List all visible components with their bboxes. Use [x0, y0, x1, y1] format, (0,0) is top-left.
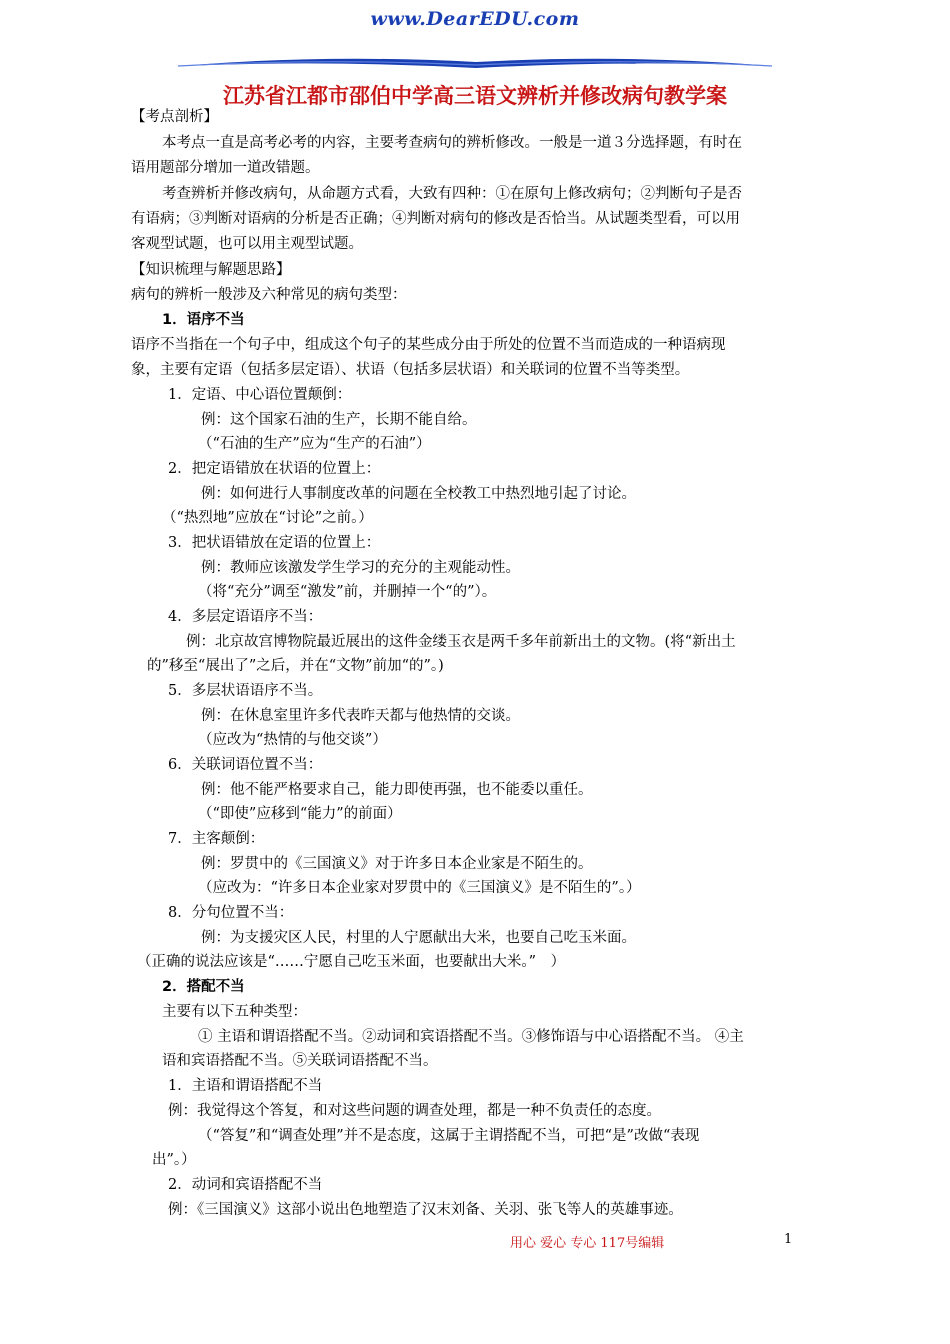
paragraph-line: 语序不当指在一个句子中，组成这个句子的某些成分由于所处的位置不当而造成的一种语病现 [131, 337, 726, 353]
list-item: 2．把定语错放在状语的位置上： [168, 461, 381, 477]
example-line: 的”移至“展出了”之后，并在“文物”前加“的”。) [147, 658, 444, 674]
example-line: 例：我觉得这个答复，和对这些问题的调查处理，都是一种不负责任的态度。 [168, 1103, 661, 1119]
example-line: 例：这个国家石油的生产，长期不能自给。 [201, 412, 477, 428]
subheading: 1．语序不当 [162, 312, 245, 328]
correction-line: （“热烈地”应放在“讨论”之前。） [162, 510, 373, 526]
paragraph-line: 本考点一直是高考必考的内容，主要考查病句的辨析修改。一般是一道３分选择题，有时在 [162, 135, 742, 151]
site-name: www.DearEDU.com [370, 8, 580, 30]
paragraph-line: 有语病；③判断对语病的分析是否正确；④判断对病句的修改是否恰当。从试题类型看，可以用 [131, 211, 740, 227]
list-item: 3．把状语错放在定语的位置上： [168, 535, 381, 551]
example-line: 例：《三国演义》这部小说出色地塑造了汉末刘备、关羽、张飞等人的英雄事迹。 [168, 1202, 683, 1218]
list-item: 6．关联词语位置不当： [168, 757, 323, 773]
example-line: 例：北京故宫博物院最近展出的这件金缕玉衣是两千多年前新出土的文物。(将“新出土 [186, 634, 736, 650]
example-line: 例：罗贯中的《三国演义》对于许多日本企业家是不陌生的。 [201, 856, 593, 872]
correction-line: （正确的说法应该是“……宁愿自己吃玉米面，也要献出大米。” ） [137, 954, 566, 970]
paragraph-line: ① 主语和谓语搭配不当。②动词和宾语搭配不当。③修饰语与中心语搭配不当。 ④主 [198, 1029, 744, 1045]
paragraph-line: 语和宾语搭配不当。⑤关联词语搭配不当。 [162, 1053, 438, 1069]
list-item: 2．动词和宾语搭配不当 [168, 1177, 323, 1193]
paragraph-line: 客观型试题，也可以用主观型试题。 [131, 236, 363, 252]
example-line: 例：如何进行人事制度改革的问题在全校教工中热烈地引起了讨论。 [201, 486, 636, 502]
list-item: 7．主客颠倒： [168, 831, 265, 847]
correction-line: （应改为：“许多日本企业家对罗贯中的《三国演义》是不陌生的”。） [198, 880, 641, 896]
example-line: 例：在休息室里许多代表昨天都与他热情的交谈。 [201, 708, 520, 724]
correction-line: （将“充分”调至“激发”前，并删掉一个“的”）。 [198, 584, 497, 600]
example-line: 例：为支援灾区人民，村里的人宁愿献出大米，也要自己吃玉米面。 [201, 930, 636, 946]
example-line: 例：教师应该激发学生学习的充分的主观能动性。 [201, 560, 520, 576]
paragraph-line: 象，主要有定语（包括多层定语）、状语（包括多层状语）和关联词的位置不当等类型。 [131, 362, 690, 378]
list-item: 5．多层状语语序不当。 [168, 683, 323, 699]
correction-line: （“石油的生产”应为“生产的石油”） [198, 436, 431, 452]
correction-line: 出”。） [152, 1152, 196, 1168]
paragraph-line: 主要有以下五种类型： [162, 1004, 307, 1020]
list-item: 8．分句位置不当： [168, 905, 294, 921]
correction-line: （应改为“热情的与他交谈”） [198, 732, 387, 748]
list-item: 1．主语和谓语搭配不当 [168, 1078, 323, 1094]
paragraph-line: 考查辨析并修改病句，从命题方式看，大致有四种：①在原句上修改病句；②判断句子是否 [162, 186, 742, 202]
example-line: 例：他不能严格要求自己，能力即使再强，也不能委以重任。 [201, 782, 593, 798]
footer-tagline: 用心 爱心 专心 117号编辑 [510, 1236, 665, 1251]
list-item: 4．多层定语语序不当： [168, 609, 323, 625]
correction-line: （“答复”和“调查处理”并不是态度，这属于主谓搭配不当，可把“是”改做“表现 [198, 1128, 700, 1144]
page-number: 1 [784, 1232, 793, 1247]
section-heading: 【知识梳理与解题思路】 [131, 262, 291, 278]
section-heading: 【考点剖析】 [131, 109, 218, 125]
document-title: 江苏省江都市邵伯中学高三语文辨析并修改病句教学案 [223, 84, 727, 108]
subheading: 2．搭配不当 [162, 979, 245, 995]
correction-line: （“即使”应移到“能力”的前面） [198, 806, 402, 822]
list-item: 1．定语、中心语位置颠倒： [168, 387, 352, 403]
paragraph-line: 语用题部分增加一道改错题。 [131, 160, 320, 176]
paragraph-line: 病句的辨析一般涉及六种常见的病句类型： [131, 287, 407, 303]
